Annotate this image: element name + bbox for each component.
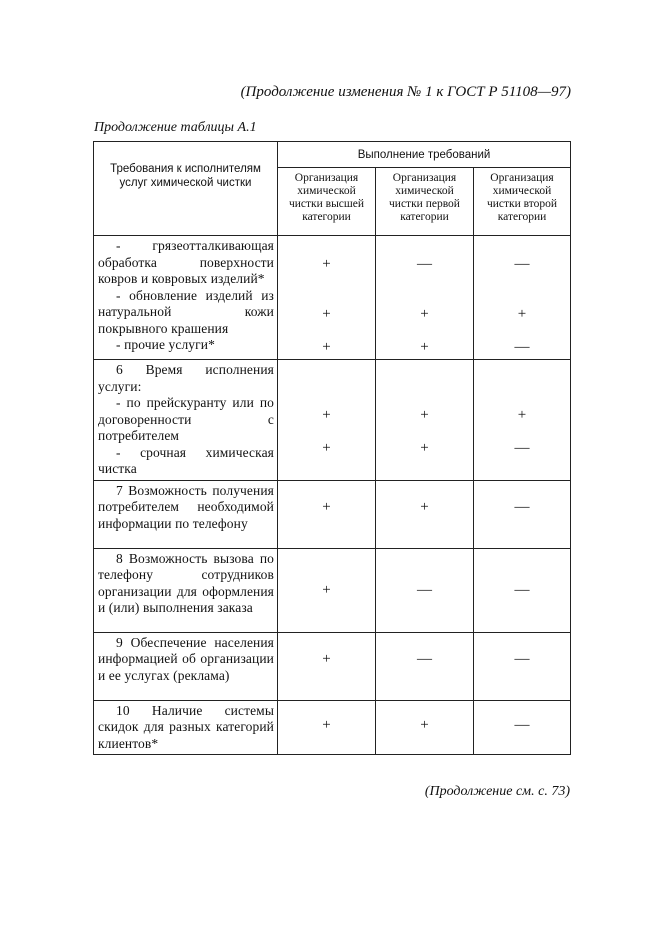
mark: + bbox=[322, 256, 331, 272]
mark: — bbox=[417, 650, 432, 667]
footer-note: (Продолжение см. с. 73) bbox=[424, 784, 570, 799]
column-header-highest-category: Организация химической чистки высшей категории bbox=[278, 168, 376, 236]
mark-cell bbox=[376, 700, 474, 755]
mark-cell bbox=[474, 360, 571, 481]
mark: + bbox=[420, 440, 429, 456]
mark-cell bbox=[278, 360, 376, 481]
requirement-line: - срочная химическая чистка bbox=[98, 444, 274, 476]
requirement-cell bbox=[94, 236, 278, 360]
table-row bbox=[94, 480, 571, 548]
mark: + bbox=[322, 407, 331, 423]
requirement-cell bbox=[94, 548, 278, 632]
requirement-line: - обновление изделий из натуральной кожи покрывного крашения bbox=[98, 287, 274, 336]
mark-cell bbox=[278, 236, 376, 360]
mark-cell bbox=[376, 548, 474, 632]
mark: + bbox=[322, 339, 331, 355]
mark: + bbox=[322, 498, 331, 515]
requirement-cell bbox=[94, 700, 278, 755]
mark: — bbox=[514, 716, 530, 733]
mark-cell bbox=[474, 632, 571, 700]
requirement-cell bbox=[94, 360, 278, 481]
requirement-line: 7 Возможность получения потребителем необходимой информации по телефону bbox=[98, 482, 274, 531]
mark-cell bbox=[474, 236, 571, 360]
mark: + bbox=[322, 306, 331, 322]
mark: — bbox=[514, 581, 530, 598]
requirement-line: 8 Возможность вызова по телефону сотрудников организации для оформления и (или) выполнения заказа bbox=[98, 550, 274, 615]
mark-cell bbox=[376, 480, 474, 548]
mark-cell bbox=[474, 480, 571, 548]
mark-cell bbox=[278, 548, 376, 632]
column-header-second-category: Организация химической чистки второй категории bbox=[474, 168, 571, 236]
mark-cell bbox=[376, 632, 474, 700]
mark-cell bbox=[376, 360, 474, 481]
requirement-cell bbox=[94, 632, 278, 700]
requirement-line: 10 Наличие системы скидок для разных категорий клиентов* bbox=[98, 702, 274, 751]
requirement-line: 6 Время исполнения услуги: bbox=[98, 362, 274, 394]
table-row bbox=[94, 548, 571, 632]
mark: — bbox=[514, 440, 530, 456]
mark: + bbox=[517, 306, 527, 322]
mark: + bbox=[322, 440, 331, 456]
mark: — bbox=[514, 498, 530, 515]
header-note: (Продолжение изменения № 1 к ГОСТ Р 51108—97) bbox=[240, 84, 571, 100]
mark: + bbox=[420, 407, 429, 423]
table-row bbox=[94, 236, 571, 360]
requirement-line: - грязеотталкивающая обработка поверхности ковров и ковровых изделий* bbox=[98, 238, 274, 286]
mark: + bbox=[420, 716, 429, 733]
mark: + bbox=[322, 716, 331, 733]
mark-cell bbox=[278, 700, 376, 755]
mark: + bbox=[420, 498, 429, 515]
requirement-line: 9 Обеспечение населения информацией об организации и ее услугах (реклама) bbox=[98, 634, 274, 683]
column-header-first-category: Организация химической чистки первой категории bbox=[376, 168, 474, 236]
requirement-line: - прочие услуги* bbox=[116, 337, 215, 352]
table-row bbox=[94, 632, 571, 700]
mark: + bbox=[322, 581, 331, 598]
mark-cell bbox=[474, 548, 571, 632]
requirements-table bbox=[93, 141, 571, 755]
table-header-row bbox=[94, 142, 571, 168]
requirement-line: - по прейскуранту или по договоренности с потребителем bbox=[98, 395, 274, 443]
mark-cell bbox=[278, 480, 376, 548]
column-header-requirements: Требования к исполнителям услуг химической чистки bbox=[94, 142, 278, 236]
table-row bbox=[94, 700, 571, 755]
column-header-fulfillment: Выполнение требований bbox=[278, 142, 571, 168]
mark: — bbox=[514, 256, 530, 272]
mark: + bbox=[420, 306, 429, 322]
mark: — bbox=[417, 256, 432, 272]
mark: — bbox=[417, 581, 432, 598]
mark: + bbox=[322, 650, 331, 667]
mark: + bbox=[517, 407, 527, 423]
mark-cell bbox=[376, 236, 474, 360]
requirement-cell bbox=[94, 480, 278, 548]
mark-cell bbox=[474, 700, 571, 755]
mark: + bbox=[420, 339, 429, 355]
mark: — bbox=[514, 650, 530, 667]
mark-cell bbox=[278, 632, 376, 700]
table-caption: Продолжение таблицы А.1 bbox=[94, 120, 257, 135]
mark: — bbox=[514, 339, 530, 355]
table-row bbox=[94, 360, 571, 481]
